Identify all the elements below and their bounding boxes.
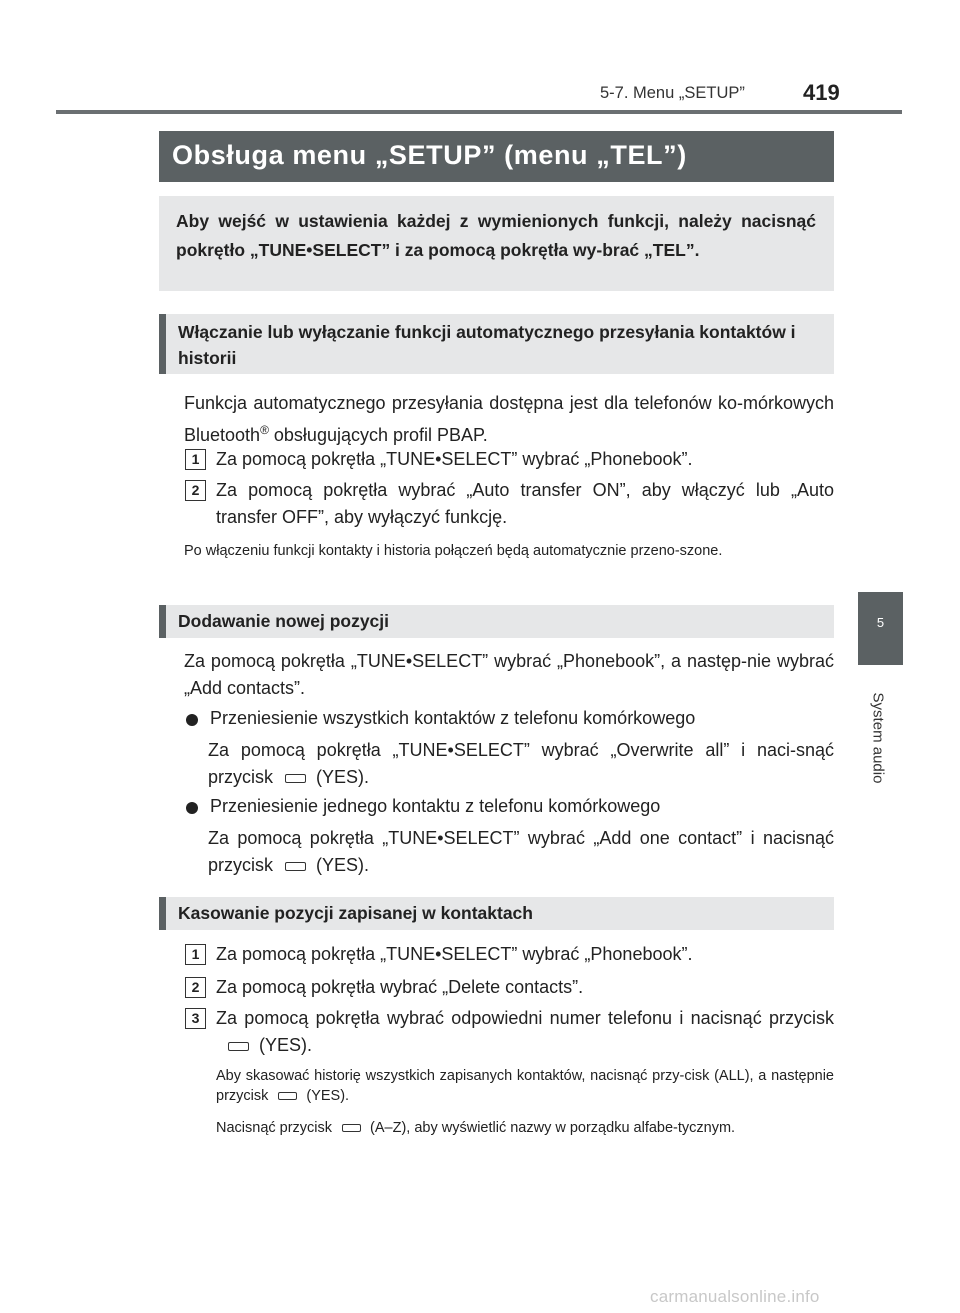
header-divider: [56, 110, 902, 114]
delete-note-2: [216, 1118, 834, 1138]
delete-note-2-b: (A–Z), aby wyświetlić nazwy w porządku alfabe-tycznym.: [370, 1120, 736, 1136]
subheading-auto-transfer: Włączanie lub wyłączanie funkcji automatycznego przesyłania kontaktów i historii: [159, 314, 834, 374]
delete-step-3-text: [216, 1005, 834, 1059]
bullet-1-title: Przeniesienie wszystkich kontaktów z telefonu komórkowego: [210, 708, 696, 728]
button-icon: [285, 862, 306, 871]
registered-mark: ®: [260, 423, 269, 437]
bullet-2-title: Przeniesienie jednego kontaktu z telefonu komórkowego: [210, 796, 661, 816]
delete-note-1-a: Aby skasować historię wszystkich zapisanych kontaktów, nacisnąć przy-cisk (ALL), a następnie przycisk: [216, 1068, 834, 1104]
step-1-text: Za pomocą pokrętła „TUNE•SELECT” wybrać „Phonebook”.: [216, 449, 693, 469]
step-number-2: 2: [185, 480, 206, 501]
description-text: Funkcja automatycznego przesyłania dostępna jest dla telefonów ko-mórkowych Bluetooth: [184, 393, 834, 445]
bullet-1-text-b: (YES).: [316, 767, 370, 787]
button-icon: [285, 774, 306, 783]
intro-box: Aby wejść w ustawienia każdej z wymienionych funkcji, należy nacisnąć pokrętło „TUNE•SELECT” i za pomocą pokrętła wy-brać „TEL”.: [159, 196, 834, 291]
bullet-2-text-b: (YES).: [316, 855, 370, 875]
bullet-1-text-a: Za pomocą pokrętła „TUNE•SELECT” wybrać „Overwrite all” i naci-snąć przycisk: [208, 740, 834, 787]
section-reference: 5-7. Menu „SETUP”: [600, 84, 745, 102]
chapter-label-text: System audio: [869, 692, 887, 783]
description-text-end: obsługujących profil PBAP.: [268, 425, 488, 445]
button-icon: [228, 1042, 249, 1051]
page-title: Obsługa menu „SETUP” (menu „TEL”): [159, 131, 834, 182]
chapter-label: [864, 680, 892, 795]
chapter-tab: [858, 592, 903, 665]
watermark: carmanualsonline.info: [650, 1287, 820, 1306]
delete-note-1-b: (YES).: [306, 1088, 350, 1104]
button-icon: [342, 1124, 361, 1132]
delete-note-1: [216, 1066, 834, 1106]
delete-step-2-text: Za pomocą pokrętła wybrać „Delete contacts”.: [216, 977, 584, 997]
bullet-icon: [186, 714, 198, 726]
chapter-number: 5: [876, 615, 885, 630]
subheading-delete-contacts: Kasowanie pozycji zapisanej w kontaktach: [159, 897, 834, 930]
bullet-2-text-a: Za pomocą pokrętła „TUNE•SELECT” wybrać „Add one contact” i nacisnąć przycisk: [208, 828, 834, 875]
step-number-1: 1: [185, 449, 206, 470]
delete-step-3-text-b: (YES).: [259, 1035, 313, 1055]
auto-transfer-note: Po włączeniu funkcji kontakty i historia połączeń będą automatycznie przeno-szone.: [184, 543, 723, 559]
step-number-3: 3: [185, 1008, 206, 1029]
button-icon: [278, 1092, 297, 1100]
bullet-icon: [186, 802, 198, 814]
bullet-2-text: [208, 825, 834, 879]
delete-step-3-text-a: Za pomocą pokrętła wybrać odpowiedni numer telefonu i nacisnąć przycisk: [216, 1008, 834, 1028]
delete-step-1-text: Za pomocą pokrętła „TUNE•SELECT” wybrać „Phonebook”.: [216, 944, 693, 964]
add-contacts-description: Za pomocą pokrętła „TUNE•SELECT” wybrać „Phonebook”, a następ-nie wybrać „Add contacts”.: [184, 651, 834, 698]
page-number: 419: [803, 80, 840, 105]
step-2-text: Za pomocą pokrętła wybrać „Auto transfer ON”, aby włączyć lub „Auto transfer OFF”, aby wyłączyć funkcję.: [216, 480, 834, 527]
auto-transfer-description: [184, 390, 834, 449]
subheading-add-contacts: Dodawanie nowej pozycji: [159, 605, 834, 638]
step-number-2: 2: [185, 977, 206, 998]
delete-note-2-a: Nacisnąć przycisk: [216, 1120, 333, 1136]
step-number-1: 1: [185, 944, 206, 965]
bullet-1-text: [208, 737, 834, 791]
